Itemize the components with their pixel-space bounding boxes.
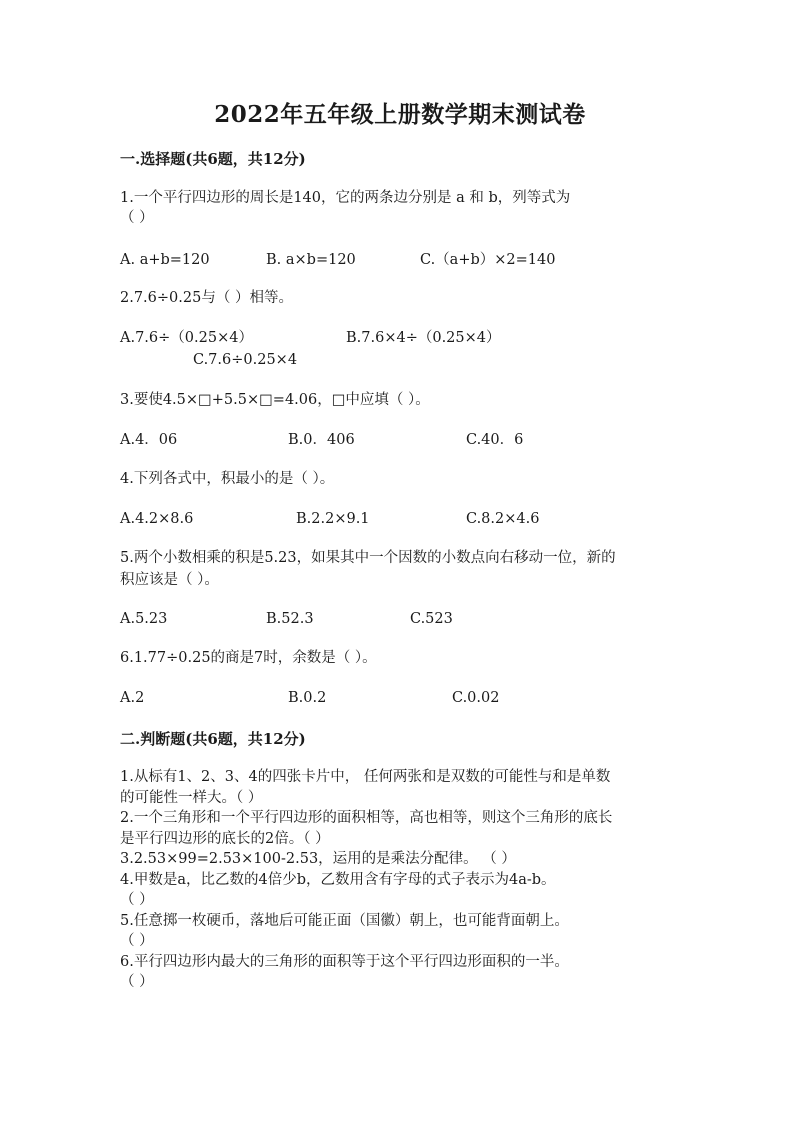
judgement-line-11: （ ） [120,974,154,990]
question-1-line-2: （ ） [120,210,154,226]
question-3-option-a: A.4．06 [120,432,178,448]
question-4-option-a: A.4.2×8.6 [120,511,194,527]
judgement-line-1: 1.从标有1、2、3、4的四张卡片中， 任何两张和是双数的可能性与和是单数 [120,769,611,785]
question-6-line-1: 6.1.77÷0.25的商是7时，余数是（ ）。 [120,650,377,666]
judgement-line-9: （ ） [120,933,154,949]
page-title: 2022年五年级上册数学期末测试卷 [214,101,586,128]
question-4-option-c: C.8.2×4.6 [466,511,540,527]
question-3-option-c: C.40．6 [466,432,524,448]
question-5-option-b: B.52.3 [266,611,314,627]
question-1-option-a: A. a+b=120 [120,252,210,268]
question-1-option-c: C.（a+b）×2=140 [420,252,556,268]
question-6-option-a: A.2 [120,690,145,706]
section-heading-choice: 一.选择题(共6题，共12分) [120,150,306,168]
judgement-line-2: 的可能性一样大。（ ） [120,790,263,806]
question-2-line-1: 2.7.6÷0.25与（ ）相等。 [120,290,293,306]
judgement-line-5: 3.2.53×99=2.53×100-2.53，运用的是乘法分配律。 （ ） [120,851,516,867]
question-1-option-b: B. a×b=120 [266,252,356,268]
judgement-line-7: （ ） [120,892,154,908]
question-3-line-1: 3.要使4.5×□+5.5×□=4.06，□中应填（ ）。 [120,392,430,408]
question-2-option-c: C.7.6÷0.25×4 [193,352,298,368]
judgement-line-3: 2.一个三角形和一个平行四边形的面积相等，高也相等，则这个三角形的底长 [120,810,613,826]
question-2-option-b: B.7.6×4÷（0.25×4） [346,330,501,346]
question-6-option-c: C.0.02 [452,690,500,706]
section-heading-judgement: 二.判断题(共6题，共12分) [120,730,306,748]
question-5-option-a: A.5.23 [120,611,168,627]
question-3-option-b: B.0．406 [288,432,355,448]
judgement-line-4: 是平行四边形的底长的2倍。（ ） [120,831,330,847]
question-5-line-1: 5.两个小数相乘的积是5.23，如果其中一个因数的小数点向右移动一位，新的 [120,550,616,566]
question-1-line-1: 1.一个平行四边形的周长是140，它的两条边分别是 a 和 b，列等式为 [120,190,571,206]
judgement-line-10: 6.平行四边形内最大的三角形的面积等于这个平行四边形面积的一半。 [120,954,569,970]
question-5-line-2: 积应该是（ ）。 [120,572,219,588]
question-6-option-b: B.0.2 [288,690,327,706]
question-4-option-b: B.2.2×9.1 [296,511,370,527]
question-4-line-1: 4.下列各式中，积最小的是（ ）。 [120,471,335,487]
judgement-line-6: 4.甲数是a，比乙数的4倍少b，乙数用含有字母的式子表示为4a-b。 [120,872,556,888]
judgement-line-8: 5.任意掷一枚硬币，落地后可能正面（国徽）朝上，也可能背面朝上。 [120,913,569,929]
question-2-option-a: A.7.6÷（0.25×4） [120,330,253,346]
question-5-option-c: C.523 [410,611,453,627]
